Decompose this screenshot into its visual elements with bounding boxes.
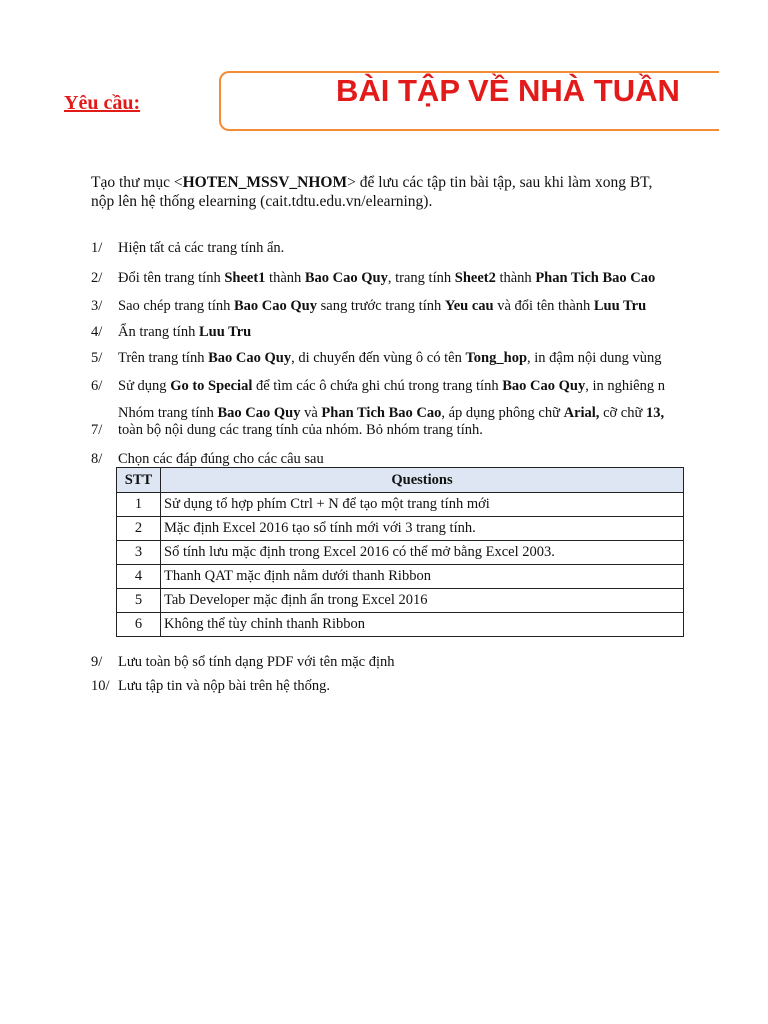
task-9: Lưu toàn bộ sổ tính dạng PDF với tên mặc định <box>118 654 395 670</box>
stt-cell: 4 <box>117 565 161 589</box>
table-row <box>117 613 684 637</box>
table-row <box>117 493 684 517</box>
intro-text: > để lưu các tập tin bài tập, sau khi làm xong BT, <box>347 174 653 191</box>
task-7-line2: toàn bộ nội dung các trang tính của nhóm. Bỏ nhóm trang tính. <box>118 422 483 438</box>
task-number: 5/ <box>91 350 103 366</box>
task-1: Hiện tất cả các trang tính ẩn. <box>118 240 285 256</box>
task-number: 10/ <box>91 678 110 694</box>
task-number: 6/ <box>91 378 103 394</box>
page-title: BÀI TẬP VỀ NHÀ TUẦN <box>336 73 680 108</box>
task-number: 9/ <box>91 654 103 670</box>
task-5: Trên trang tính Bao Cao Quy, di chuyển đến vùng ô có tên Tong_hop, in đậm nội dung vùng <box>118 350 662 366</box>
table-row <box>117 565 684 589</box>
intro-text: Tạo thư mục < <box>91 174 183 191</box>
question-cell: Mặc định Excel 2016 tạo sổ tính mới với 3 trang tính. <box>161 517 684 541</box>
question-cell: Tab Developer mặc định ẩn trong Excel 2016 <box>161 589 684 613</box>
stt-cell: 3 <box>117 541 161 565</box>
question-cell: Thanh QAT mặc định nằm dưới thanh Ribbon <box>161 565 684 589</box>
stt-cell: 2 <box>117 517 161 541</box>
questions-table <box>116 467 684 637</box>
table-row <box>117 541 684 565</box>
task-number: 1/ <box>91 240 103 256</box>
task-number: 3/ <box>91 298 103 314</box>
task-3: Sao chép trang tính Bao Cao Quy sang trước trang tính Yeu cau và đổi tên thành Luu Tru <box>118 298 647 314</box>
header-questions: Questions <box>161 468 684 493</box>
stt-cell: 1 <box>117 493 161 517</box>
task-number: 4/ <box>91 324 103 340</box>
task-2: Đổi tên trang tính Sheet1 thành Bao Cao Quy, trang tính Sheet2 thành Phan Tich Bao Cao <box>118 270 656 286</box>
intro-paragraph <box>91 173 652 211</box>
question-cell: Sổ tính lưu mặc định trong Excel 2016 có thể mở bằng Excel 2003. <box>161 541 684 565</box>
task-number: 7/ <box>91 422 103 438</box>
task-10: Lưu tập tin và nộp bài trên hệ thống. <box>118 678 331 694</box>
task-6: Sử dụng Go to Special để tìm các ô chứa ghi chú trong trang tính Bao Cao Quy, in nghiêng n <box>118 378 665 394</box>
table-header-row <box>117 468 684 493</box>
task-8: Chọn các đáp đúng cho các câu sau <box>118 451 324 467</box>
table-row <box>117 517 684 541</box>
task-number: 2/ <box>91 270 103 286</box>
requirement-label: Yêu cầu: <box>64 92 141 114</box>
table-row <box>117 589 684 613</box>
stt-cell: 6 <box>117 613 161 637</box>
question-cell: Sử dụng tổ hợp phím Ctrl + N để tạo một trang tính mới <box>161 493 684 517</box>
header-stt: STT <box>117 468 161 493</box>
intro-text: nộp lên hệ thống elearning (cait.tdtu.edu.vn/elearning). <box>91 193 433 210</box>
stt-cell: 5 <box>117 589 161 613</box>
task-7: Nhóm trang tính Bao Cao Quy và Phan Tich Bao Cao, áp dụng phông chữ Arial, cỡ chữ 13, <box>118 405 665 421</box>
intro-folder-name: HOTEN_MSSV_NHOM <box>182 174 348 191</box>
task-number: 8/ <box>91 451 103 467</box>
task-4: Ẩn trang tính Luu Tru <box>118 324 252 340</box>
question-cell: Không thể tùy chỉnh thanh Ribbon <box>161 613 684 637</box>
